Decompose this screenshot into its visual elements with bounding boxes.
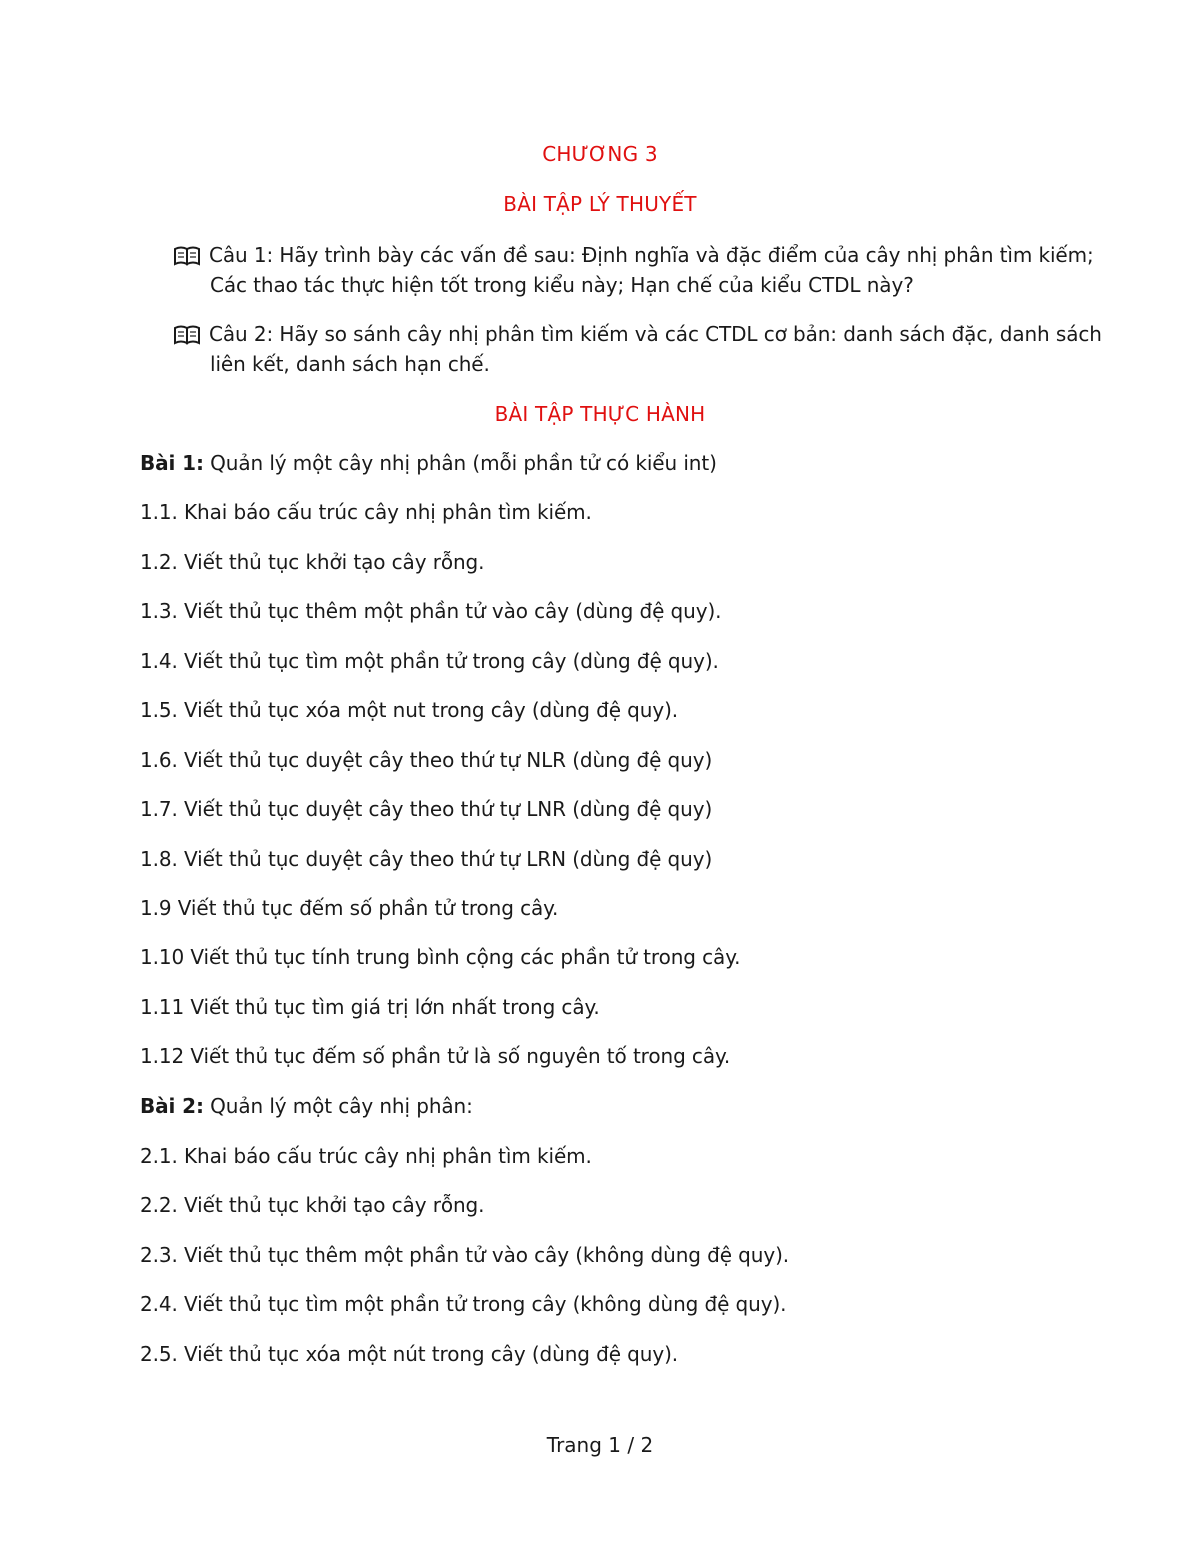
exercise-2-title [140, 1094, 473, 1118]
list-item: 2.5. Viết thủ tục xóa một nút trong cây (dùng đệ quy). [140, 1342, 679, 1366]
theory-section-title: BÀI TẬP LÝ THUYẾT [503, 192, 697, 216]
question-1-line-1: Câu 1: Hãy trình bày các vấn đề sau: Định nghĩa và đặc điểm của cây nhị phân tìm kiếm; [209, 243, 1094, 267]
open-book-icon [173, 245, 201, 267]
list-item: 1.1. Khai báo cấu trúc cây nhị phân tìm kiếm. [140, 500, 592, 524]
list-item: 1.2. Viết thủ tục khởi tạo cây rỗng. [140, 550, 485, 574]
exercise-2-description: Quản lý một cây nhị phân: [203, 1094, 473, 1118]
open-book-icon [173, 324, 201, 346]
list-item: 1.3. Viết thủ tục thêm một phần tử vào cây (dùng đệ quy). [140, 599, 722, 623]
exercise-1-description: Quản lý một cây nhị phân (mỗi phần tử có kiểu int) [203, 451, 717, 475]
list-item: 1.10 Viết thủ tục tính trung bình cộng các phần tử trong cây. [140, 945, 741, 969]
exercise-1-title [140, 451, 717, 475]
list-item: 1.9 Viết thủ tục đếm số phần tử trong cây. [140, 896, 559, 920]
list-item: 2.1. Khai báo cấu trúc cây nhị phân tìm kiếm. [140, 1144, 592, 1168]
practice-section-title: BÀI TẬP THỰC HÀNH [494, 402, 706, 426]
list-item: 1.11 Viết thủ tục tìm giá trị lớn nhất trong cây. [140, 995, 600, 1019]
list-item: 2.3. Viết thủ tục thêm một phần tử vào cây (không dùng đệ quy). [140, 1243, 790, 1267]
question-1-line-2: Các thao tác thực hiện tốt trong kiểu này; Hạn chế của kiểu CTDL này? [210, 273, 914, 297]
chapter-title: CHƯƠNG 3 [542, 142, 658, 166]
question-2-line-1: Câu 2: Hãy so sánh cây nhị phân tìm kiếm và các CTDL cơ bản: danh sách đặc, danh sách [209, 322, 1102, 346]
list-item: 1.5. Viết thủ tục xóa một nut trong cây (dùng đệ quy). [140, 698, 679, 722]
exercise-2-label: Bài 2: [140, 1094, 204, 1118]
exercise-1-label: Bài 1: [140, 451, 204, 475]
list-item: 1.6. Viết thủ tục duyệt cây theo thứ tự NLR (dùng đệ quy) [140, 748, 713, 772]
list-item: 1.4. Viết thủ tục tìm một phần tử trong cây (dùng đệ quy). [140, 649, 719, 673]
list-item: 1.7. Viết thủ tục duyệt cây theo thứ tự LNR (dùng đệ quy) [140, 797, 713, 821]
list-item: 1.8. Viết thủ tục duyệt cây theo thứ tự LRN (dùng đệ quy) [140, 847, 713, 871]
list-item: 1.12 Viết thủ tục đếm số phần tử là số nguyên tố trong cây. [140, 1044, 731, 1068]
question-2-line-2: liên kết, danh sách hạn chế. [210, 352, 490, 376]
page-number-footer: Trang 1 / 2 [546, 1433, 654, 1457]
list-item: 2.2. Viết thủ tục khởi tạo cây rỗng. [140, 1193, 485, 1217]
list-item: 2.4. Viết thủ tục tìm một phần tử trong cây (không dùng đệ quy). [140, 1292, 787, 1316]
